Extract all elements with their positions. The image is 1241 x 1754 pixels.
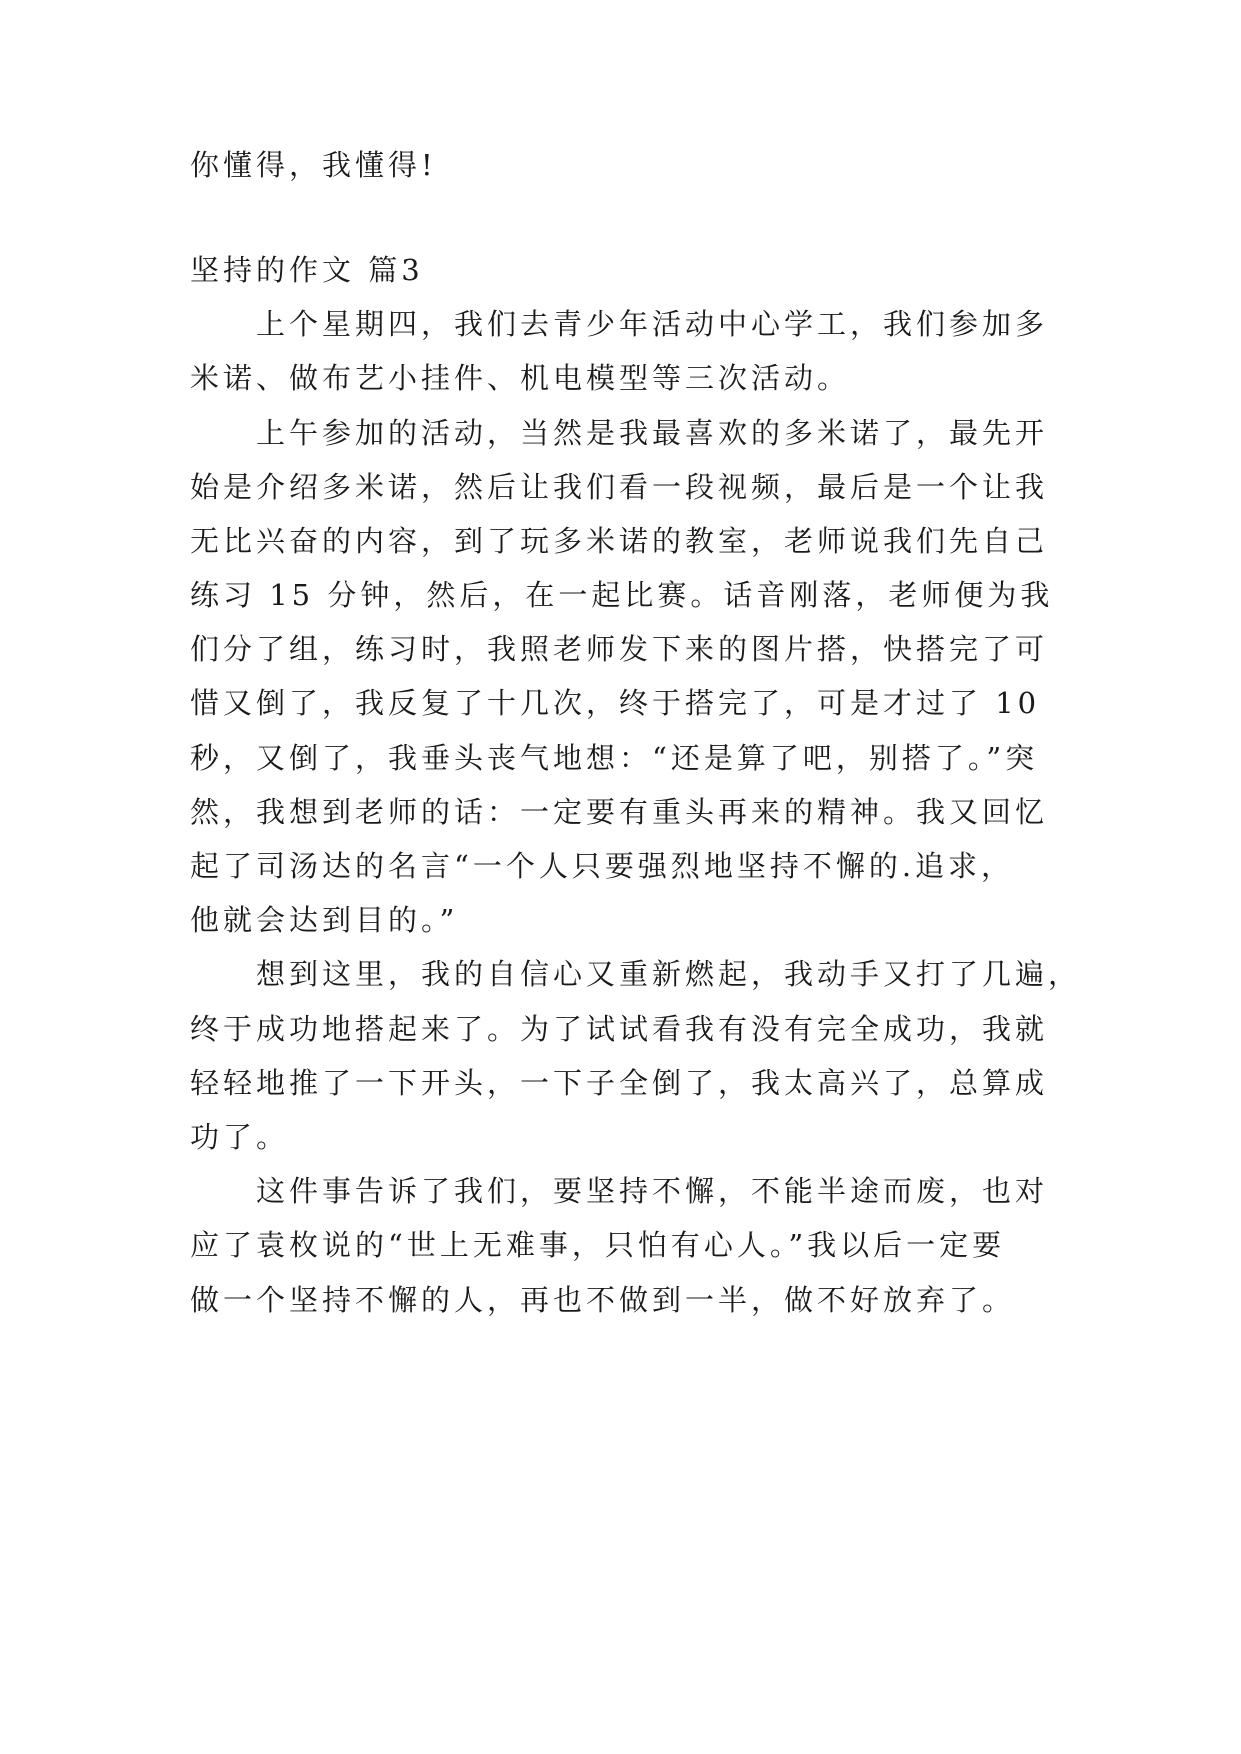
paragraph-2-line-9: 起了司汤达的名言“一个人只要强烈地坚持不懈的.追求， — [190, 849, 1015, 884]
closing-line: 你懂得，我懂得! — [190, 148, 437, 182]
paragraph-2 — [190, 406, 1070, 948]
paragraph-1-line-1: 上个星期四，我们去青少年活动中心学工，我们参加多 — [256, 307, 1049, 342]
paragraph-1-line-2: 米诺、做布艺小挂件、机电模型等三次活动。 — [190, 361, 851, 396]
paragraph-3-line-1: 想到这里，我的自信心又重新燃起，我动手又打了几遍， — [256, 957, 1082, 992]
paragraph-4-line-3: 做一个坚持不懈的人，再也不做到一半，做不好放弃了。 — [190, 1282, 1016, 1317]
paragraph-4-line-2: 应了袁枚说的“世上无难事，只怕有心人。”我以后一定要 — [190, 1228, 1006, 1263]
paragraph-2-line-10: 他就会达到目的。” — [190, 903, 459, 938]
paragraph-3-line-2: 终于成功地搭起来了。为了试试看我有没有完全成功，我就 — [190, 1011, 1049, 1046]
paragraph-3 — [190, 947, 1082, 1164]
paragraph-2-line-5: 们分了组，练习时，我照老师发下来的图片搭，快搭完了可 — [190, 632, 1049, 667]
paragraph-2-line-7: 秒，又倒了，我垂头丧气地想：“还是算了吧，别搭了。”突 — [190, 740, 1039, 775]
paragraph-2-line-1: 上午参加的活动，当然是我最喜欢的多米诺了，最先开 — [256, 415, 1049, 450]
document-body — [190, 138, 1082, 1327]
paragraph-2-line-8: 然，我想到老师的话：一定要有重头再来的精神。我又回忆 — [190, 794, 1049, 829]
paragraph-3-line-3: 轻轻地推了一下开头，一下子全倒了，我太高兴了，总算成 — [190, 1065, 1049, 1100]
essay-heading: 坚持的作文 篇3 — [190, 252, 424, 287]
paragraph-2-line-6: 惜又倒了，我反复了十几次，终于搭完了，可是才过了 10 — [190, 686, 1041, 721]
paragraph-2-line-3: 无比兴奋的内容，到了玩多米诺的教室，老师说我们先自己 — [190, 523, 1049, 558]
paragraph-4 — [190, 1164, 1070, 1327]
paragraph-2-line-2: 始是介绍多米诺，然后让我们看一段视频，最后是一个让我 — [190, 469, 1049, 504]
paragraph-2-line-4: 练习 15 分钟，然后，在一起比赛。话音刚落，老师便为我 — [190, 578, 1054, 613]
paragraph-3-line-4: 功了。 — [190, 1119, 290, 1154]
paragraph-4-line-1: 这件事告诉了我们，要坚持不懈，不能半途而废，也对 — [256, 1174, 1049, 1209]
paragraph-1 — [190, 297, 1070, 405]
